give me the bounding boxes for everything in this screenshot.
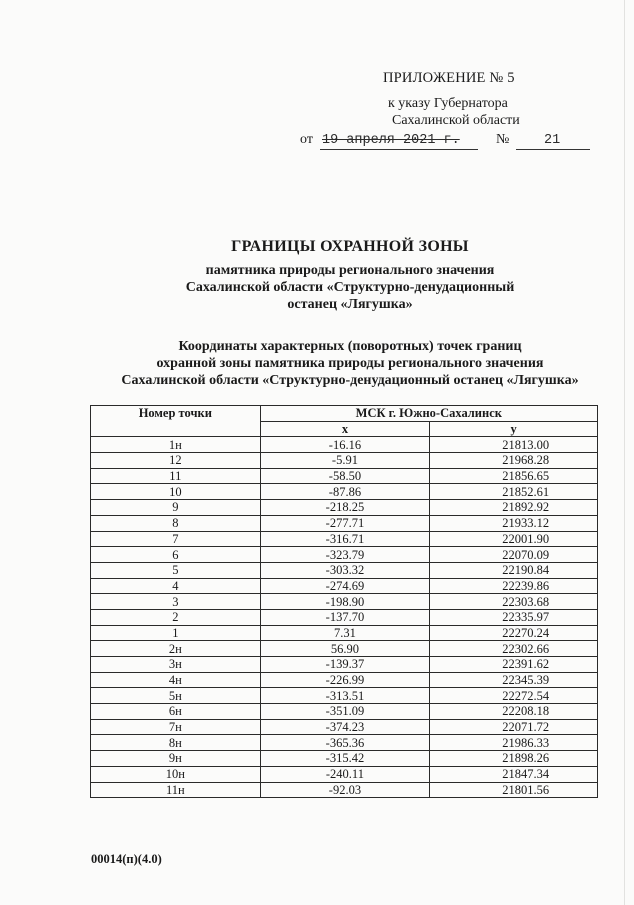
y-coordinate-cell-wrapper — [430, 782, 598, 798]
x-coordinate-cell: -58.50 — [260, 468, 430, 484]
table-row — [91, 735, 598, 751]
table-body — [91, 437, 598, 798]
form-code: 00014(п)(4.0) — [91, 852, 162, 866]
point-number-header: Номер точки — [91, 406, 261, 437]
point-number-cell: 6н — [91, 704, 261, 720]
subtitle-line: Сахалинской области «Структурно-денудационный — [185, 280, 515, 295]
y-coordinate-cell: 22391.62 — [502, 657, 550, 672]
x-coordinate-cell: -139.37 — [260, 657, 430, 673]
point-number-cell: 5н — [91, 688, 261, 704]
appendix-title: ПРИЛОЖЕНИЕ № 5 — [383, 70, 515, 86]
y-coordinate-cell: 21813.00 — [502, 437, 550, 452]
y-coordinate-cell-wrapper — [430, 704, 598, 720]
point-number-cell: 9 — [91, 500, 261, 516]
table-row — [91, 515, 598, 531]
table-row — [91, 547, 598, 563]
y-coordinate-cell: 21898.26 — [502, 751, 550, 766]
y-coordinate-cell-wrapper — [430, 437, 598, 453]
x-column-header: x — [260, 421, 430, 437]
y-coordinate-cell: 22335.97 — [502, 610, 550, 625]
date-value: 19 апреля 2021 г. — [322, 133, 460, 148]
table-row — [91, 641, 598, 657]
y-coordinate-cell: 21968.28 — [502, 453, 550, 468]
point-number-cell: 7 — [91, 531, 261, 547]
point-number-cell: 4н — [91, 672, 261, 688]
table-row — [91, 704, 598, 720]
x-coordinate-cell: -274.69 — [260, 578, 430, 594]
x-coordinate-cell: -303.32 — [260, 562, 430, 578]
point-number-cell: 7н — [91, 719, 261, 735]
date-prefix: от — [300, 132, 313, 147]
table-row — [91, 688, 598, 704]
table-row — [91, 531, 598, 547]
y-coordinate-cell: 22070.09 — [502, 547, 550, 562]
y-coordinate-cell: 21801.56 — [502, 782, 550, 797]
y-coordinate-cell: 22302.66 — [502, 641, 550, 656]
point-number-cell: 8 — [91, 515, 261, 531]
y-coordinate-cell: 21933.12 — [502, 516, 550, 531]
coordinates-title-line: Сахалинской области «Структурно-денудационный останец «Лягушка» — [121, 373, 579, 388]
table-row — [91, 719, 598, 735]
point-number-cell: 5 — [91, 562, 261, 578]
point-number-cell: 4 — [91, 578, 261, 594]
table-row — [91, 594, 598, 610]
x-coordinate-cell: -365.36 — [260, 735, 430, 751]
document-number: 21 — [544, 133, 561, 148]
y-coordinate-cell: 21852.61 — [502, 484, 550, 499]
y-coordinate-cell-wrapper — [430, 531, 598, 547]
x-coordinate-cell: -313.51 — [260, 688, 430, 704]
y-coordinate-cell: 22190.84 — [502, 563, 550, 578]
table-row — [91, 468, 598, 484]
x-coordinate-cell: -5.91 — [260, 453, 430, 469]
y-coordinate-cell: 22071.72 — [502, 720, 550, 735]
table-row — [91, 500, 598, 516]
coordinates-title — [60, 338, 634, 389]
y-coordinate-cell-wrapper — [430, 641, 598, 657]
x-coordinate-cell: -92.03 — [260, 782, 430, 798]
x-coordinate-cell: -137.70 — [260, 609, 430, 625]
y-column-header: y — [430, 421, 598, 437]
number-sign: № — [496, 132, 510, 147]
table-row — [91, 453, 598, 469]
table-row — [91, 657, 598, 673]
date-underline — [320, 149, 478, 150]
y-coordinate-cell-wrapper — [430, 625, 598, 641]
x-coordinate-cell: -16.16 — [260, 437, 430, 453]
table-row — [91, 766, 598, 782]
y-coordinate-cell-wrapper — [430, 719, 598, 735]
region-line: Сахалинской области — [392, 113, 520, 128]
x-coordinate-cell: -316.71 — [260, 531, 430, 547]
y-coordinate-cell-wrapper — [430, 735, 598, 751]
point-number-cell: 2н — [91, 641, 261, 657]
y-coordinate-cell-wrapper — [430, 468, 598, 484]
point-number-cell: 11 — [91, 468, 261, 484]
y-coordinate-cell: 21856.65 — [502, 469, 550, 484]
point-number-cell: 10 — [91, 484, 261, 500]
y-coordinate-cell-wrapper — [430, 562, 598, 578]
x-coordinate-cell: -277.71 — [260, 515, 430, 531]
table-row — [91, 625, 598, 641]
y-coordinate-cell: 22270.24 — [502, 625, 550, 640]
number-underline — [516, 149, 590, 150]
table-row — [91, 437, 598, 453]
y-coordinate-cell-wrapper — [430, 766, 598, 782]
y-coordinate-cell: 22208.18 — [502, 704, 550, 719]
y-coordinate-cell: 22272.54 — [502, 688, 550, 703]
table-row — [91, 672, 598, 688]
y-coordinate-cell: 22345.39 — [502, 673, 550, 688]
coordinates-title-line: Координаты характерных (поворотных) точек границ — [178, 339, 522, 354]
x-coordinate-cell: 56.90 — [260, 641, 430, 657]
y-coordinate-cell: 22239.86 — [502, 578, 550, 593]
y-coordinate-cell-wrapper — [430, 515, 598, 531]
x-coordinate-cell: -240.11 — [260, 766, 430, 782]
scan-edge — [624, 0, 625, 905]
table-row — [91, 562, 598, 578]
table-row — [91, 578, 598, 594]
point-number-cell: 3 — [91, 594, 261, 610]
y-coordinate-cell-wrapper — [430, 453, 598, 469]
point-number-cell: 12 — [91, 453, 261, 469]
x-coordinate-cell: -351.09 — [260, 704, 430, 720]
y-coordinate-cell: 22001.90 — [502, 531, 550, 546]
subtitle-line: останец «Лягушка» — [287, 297, 413, 312]
table-row — [91, 609, 598, 625]
y-coordinate-cell-wrapper — [430, 484, 598, 500]
y-coordinate-cell: 22303.68 — [502, 594, 550, 609]
coordinates-title-line: охранной зоны памятника природы регионального значения — [156, 356, 544, 371]
y-coordinate-cell: 21986.33 — [502, 735, 550, 750]
y-coordinate-cell: 21847.34 — [502, 767, 550, 782]
y-coordinate-cell-wrapper — [430, 594, 598, 610]
point-number-cell: 11н — [91, 782, 261, 798]
y-coordinate-cell-wrapper — [430, 547, 598, 563]
x-coordinate-cell: -374.23 — [260, 719, 430, 735]
point-number-cell: 9н — [91, 751, 261, 767]
coordinates-table — [90, 405, 598, 798]
point-number-cell: 1н — [91, 437, 261, 453]
x-coordinate-cell: -198.90 — [260, 594, 430, 610]
point-number-cell: 1 — [91, 625, 261, 641]
point-number-cell: 8н — [91, 735, 261, 751]
x-coordinate-cell: -87.86 — [260, 484, 430, 500]
subtitle-line: памятника природы регионального значения — [205, 263, 495, 278]
y-coordinate-cell-wrapper — [430, 500, 598, 516]
x-coordinate-cell: -226.99 — [260, 672, 430, 688]
x-coordinate-cell: -315.42 — [260, 751, 430, 767]
y-coordinate-cell: 21892.92 — [502, 500, 550, 515]
coordinate-system-header: МСК г. Южно-Сахалинск — [260, 406, 597, 422]
point-number-cell: 10н — [91, 766, 261, 782]
date-number-row — [300, 131, 600, 153]
decree-line: к указу Губернатора — [388, 96, 508, 111]
point-number-cell: 2 — [91, 609, 261, 625]
point-number-cell: 3н — [91, 657, 261, 673]
x-coordinate-cell: 7.31 — [260, 625, 430, 641]
y-coordinate-cell-wrapper — [430, 672, 598, 688]
y-coordinate-cell-wrapper — [430, 609, 598, 625]
x-coordinate-cell: -323.79 — [260, 547, 430, 563]
table-row — [91, 751, 598, 767]
y-coordinate-cell-wrapper — [430, 657, 598, 673]
subtitle — [60, 262, 634, 313]
main-title: ГРАНИЦЫ ОХРАННОЙ ЗОНЫ — [231, 238, 469, 255]
table-row — [91, 484, 598, 500]
y-coordinate-cell-wrapper — [430, 688, 598, 704]
x-coordinate-cell: -218.25 — [260, 500, 430, 516]
point-number-cell: 6 — [91, 547, 261, 563]
y-coordinate-cell-wrapper — [430, 578, 598, 594]
table-row — [91, 782, 598, 798]
y-coordinate-cell-wrapper — [430, 751, 598, 767]
